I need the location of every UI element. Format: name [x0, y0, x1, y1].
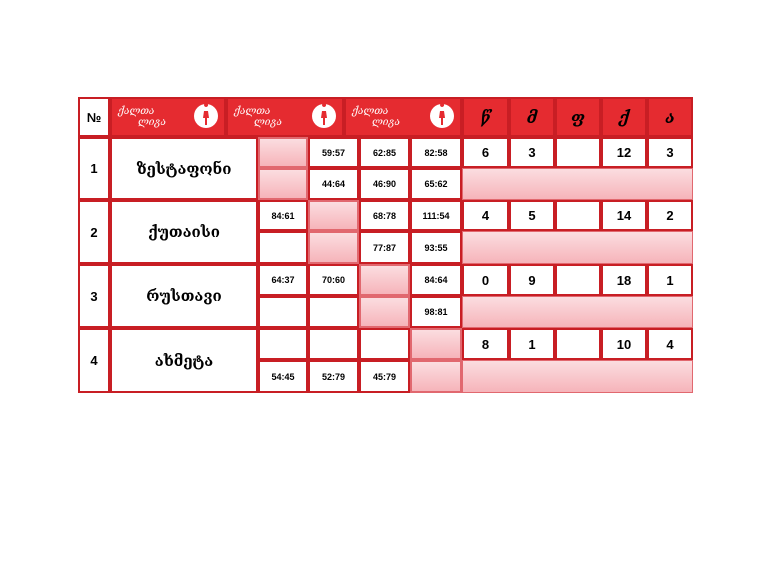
header-number-cell	[78, 97, 110, 137]
logo-text: ქალთა ლიგა	[234, 106, 282, 128]
player-logo-icon	[430, 104, 454, 128]
row-rank: 1	[78, 137, 110, 200]
row-rank: 4	[78, 328, 110, 393]
score-cell	[410, 360, 462, 393]
score-cell: 70:60	[308, 264, 359, 296]
score-cell: 77:87	[359, 231, 410, 264]
stats-spacer	[462, 296, 693, 328]
header-logo-1	[110, 97, 226, 137]
score-cell	[258, 328, 308, 360]
header-stat-losses: მ	[509, 97, 555, 137]
score-cell: 64:37	[258, 264, 308, 296]
stat-cell: 12	[601, 137, 647, 168]
stat-cell: 4	[462, 200, 509, 231]
stats-spacer	[462, 168, 693, 200]
stats-spacer	[462, 231, 693, 264]
score-cell: 82:58	[410, 137, 462, 168]
score-cell	[308, 200, 359, 231]
score-cell: 93:55	[410, 231, 462, 264]
score-cell: 65:62	[410, 168, 462, 200]
header-stat-draws: ფ	[555, 97, 601, 137]
stat-cell: 3	[647, 137, 693, 168]
score-cell	[308, 328, 359, 360]
stat-cell: 2	[647, 200, 693, 231]
score-cell: 62:85	[359, 137, 410, 168]
stat-cell: 1	[647, 264, 693, 296]
player-logo-icon	[194, 104, 218, 128]
score-cell: 59:57	[308, 137, 359, 168]
stat-cell: 6	[462, 137, 509, 168]
score-cell	[308, 296, 359, 328]
stat-cell	[555, 200, 601, 231]
logo-text: ქალთა ლიგა	[118, 106, 166, 128]
score-cell: 44:64	[308, 168, 359, 200]
score-cell	[258, 168, 308, 200]
header-stat-wins: წ	[462, 97, 509, 137]
header-stat-points: ქ	[601, 97, 647, 137]
score-cell	[258, 231, 308, 264]
stat-cell: 8	[462, 328, 509, 360]
score-cell: 45:79	[359, 360, 410, 393]
player-logo-icon	[312, 104, 336, 128]
score-cell: 52:79	[308, 360, 359, 393]
score-cell	[359, 264, 410, 296]
stat-cell	[555, 264, 601, 296]
score-cell	[258, 296, 308, 328]
score-cell	[308, 231, 359, 264]
team-name: ახმეტა	[110, 328, 258, 393]
row-rank: 2	[78, 200, 110, 264]
score-cell	[359, 296, 410, 328]
stat-cell: 0	[462, 264, 509, 296]
stats-spacer	[462, 360, 693, 393]
score-cell	[359, 328, 410, 360]
header-logo-2	[226, 97, 344, 137]
team-name: ქუთაისი	[110, 200, 258, 264]
stat-cell: 3	[509, 137, 555, 168]
header-logo-3	[344, 97, 462, 137]
logo-text: ქალთა ლიგა	[352, 106, 400, 128]
stat-cell: 5	[509, 200, 555, 231]
score-cell: 46:90	[359, 168, 410, 200]
stat-cell: 9	[509, 264, 555, 296]
score-cell	[410, 328, 462, 360]
header-stat-place: ა	[647, 97, 693, 137]
score-cell: 111:54	[410, 200, 462, 231]
score-cell	[258, 137, 308, 168]
stat-cell	[555, 328, 601, 360]
header-number-label: №	[86, 109, 102, 125]
score-cell: 54:45	[258, 360, 308, 393]
stat-cell	[555, 137, 601, 168]
row-rank: 3	[78, 264, 110, 328]
score-cell: 84:64	[410, 264, 462, 296]
team-name: რუსთავი	[110, 264, 258, 328]
stat-cell: 14	[601, 200, 647, 231]
team-name: ზესტაფონი	[110, 137, 258, 200]
score-cell: 98:81	[410, 296, 462, 328]
stat-cell: 10	[601, 328, 647, 360]
score-cell: 84:61	[258, 200, 308, 231]
stat-cell: 4	[647, 328, 693, 360]
stat-cell: 18	[601, 264, 647, 296]
stat-cell: 1	[509, 328, 555, 360]
score-cell: 68:78	[359, 200, 410, 231]
